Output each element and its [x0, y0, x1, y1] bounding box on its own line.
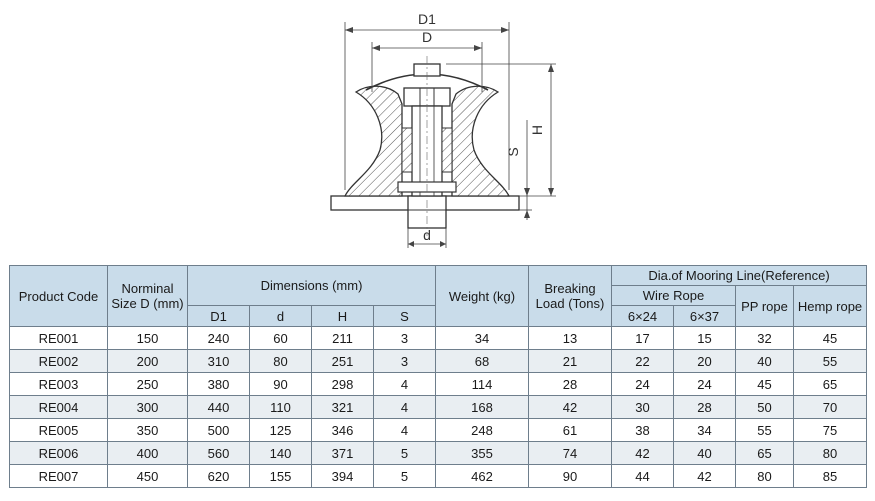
table-cell: 70 [794, 396, 867, 419]
table-cell: 42 [612, 442, 674, 465]
table-cell: 211 [312, 327, 374, 350]
table-cell: RE003 [10, 373, 108, 396]
table-cell: 250 [108, 373, 188, 396]
table-cell: 298 [312, 373, 374, 396]
table-cell: 4 [374, 396, 436, 419]
roller-section-right [452, 86, 509, 196]
table-cell: RE001 [10, 327, 108, 350]
table-cell: 55 [736, 419, 794, 442]
label-d: D [421, 29, 433, 45]
table-cell: 125 [250, 419, 312, 442]
table-cell: 346 [312, 419, 374, 442]
label-d1: D1 [418, 11, 436, 27]
table-cell: 380 [188, 373, 250, 396]
header-mooring-line: Dia.of Mooring Line(Reference) [612, 266, 867, 286]
table-cell: RE006 [10, 442, 108, 465]
table-cell: 80 [794, 442, 867, 465]
table-cell: 42 [529, 396, 612, 419]
table-cell: 65 [736, 442, 794, 465]
table-cell: 500 [188, 419, 250, 442]
table-cell: 61 [529, 419, 612, 442]
label-s: S [505, 147, 521, 157]
label-small-d: d [423, 227, 431, 243]
table-row [10, 327, 867, 350]
table-cell: 44 [612, 465, 674, 488]
table-cell: 80 [736, 465, 794, 488]
table-row [10, 419, 867, 442]
table-cell: 620 [188, 465, 250, 488]
table-cell: 22 [612, 350, 674, 373]
header-wire-6x37: 6×37 [674, 306, 736, 327]
table-cell: 74 [529, 442, 612, 465]
table-cell: 350 [108, 419, 188, 442]
header-product-code: Product Code [10, 266, 108, 327]
table-cell: 355 [436, 442, 529, 465]
header-hemp-rope: Hemp rope [794, 286, 867, 327]
table-cell: 17 [612, 327, 674, 350]
roller-section-left [345, 86, 402, 196]
table-cell: RE004 [10, 396, 108, 419]
table-cell: 310 [188, 350, 250, 373]
spec-table [9, 265, 867, 488]
table-cell: 200 [108, 350, 188, 373]
table-cell: 15 [674, 327, 736, 350]
table-cell: 75 [794, 419, 867, 442]
table-cell: 90 [529, 465, 612, 488]
table-cell: 85 [794, 465, 867, 488]
table-cell: 140 [250, 442, 312, 465]
header-wire-rope: Wire Rope [612, 286, 736, 306]
spec-table-body [10, 327, 867, 488]
header-s: S [374, 306, 436, 327]
table-cell: RE002 [10, 350, 108, 373]
table-cell: 5 [374, 465, 436, 488]
table-cell: 4 [374, 373, 436, 396]
table-row [10, 373, 867, 396]
table-cell: 32 [736, 327, 794, 350]
table-cell: 321 [312, 396, 374, 419]
table-cell: 450 [108, 465, 188, 488]
table-cell: 90 [250, 373, 312, 396]
table-cell: RE005 [10, 419, 108, 442]
table-cell: 38 [612, 419, 674, 442]
table-cell: 440 [188, 396, 250, 419]
table-cell: 30 [612, 396, 674, 419]
header-h: H [312, 306, 374, 327]
table-cell: 13 [529, 327, 612, 350]
table-cell: 240 [188, 327, 250, 350]
table-cell: 65 [794, 373, 867, 396]
header-d: d [250, 306, 312, 327]
table-cell: 21 [529, 350, 612, 373]
table-cell: 394 [312, 465, 374, 488]
table-row [10, 396, 867, 419]
table-row [10, 442, 867, 465]
table-cell: 34 [436, 327, 529, 350]
table-cell: 251 [312, 350, 374, 373]
table-cell: 400 [108, 442, 188, 465]
table-cell: 5 [374, 442, 436, 465]
table-cell: 60 [250, 327, 312, 350]
table-cell: 40 [736, 350, 794, 373]
table-cell: 4 [374, 419, 436, 442]
table-cell: 3 [374, 327, 436, 350]
table-cell: 150 [108, 327, 188, 350]
table-cell: 20 [674, 350, 736, 373]
table-cell: 24 [674, 373, 736, 396]
bushing-right [442, 128, 452, 172]
table-cell: 114 [436, 373, 529, 396]
table-cell: 34 [674, 419, 736, 442]
table-cell: 24 [612, 373, 674, 396]
table-cell: 42 [674, 465, 736, 488]
table-cell: 371 [312, 442, 374, 465]
table-cell: 248 [436, 419, 529, 442]
header-weight: Weight (kg) [436, 266, 529, 327]
table-cell: 110 [250, 396, 312, 419]
table-cell: 50 [736, 396, 794, 419]
table-cell: 68 [436, 350, 529, 373]
header-nominal-size: Norminal Size D (mm) [108, 266, 188, 327]
table-cell: 300 [108, 396, 188, 419]
bushing-left [402, 128, 412, 172]
header-pp-rope: PP rope [736, 286, 794, 327]
table-row [10, 465, 867, 488]
table-cell: RE007 [10, 465, 108, 488]
table-cell: 155 [250, 465, 312, 488]
label-h: H [529, 124, 545, 136]
table-cell: 45 [736, 373, 794, 396]
header-dimensions: Dimensions (mm) [188, 266, 436, 306]
table-cell: 28 [529, 373, 612, 396]
header-wire-6x24: 6×24 [612, 306, 674, 327]
table-row [10, 350, 867, 373]
table-cell: 462 [436, 465, 529, 488]
table-cell: 560 [188, 442, 250, 465]
header-breaking-load: Breaking Load (Tons) [529, 266, 612, 327]
header-d1: D1 [188, 306, 250, 327]
table-cell: 40 [674, 442, 736, 465]
table-cell: 45 [794, 327, 867, 350]
table-cell: 80 [250, 350, 312, 373]
table-cell: 3 [374, 350, 436, 373]
table-cell: 168 [436, 396, 529, 419]
table-cell: 55 [794, 350, 867, 373]
table-cell: 28 [674, 396, 736, 419]
